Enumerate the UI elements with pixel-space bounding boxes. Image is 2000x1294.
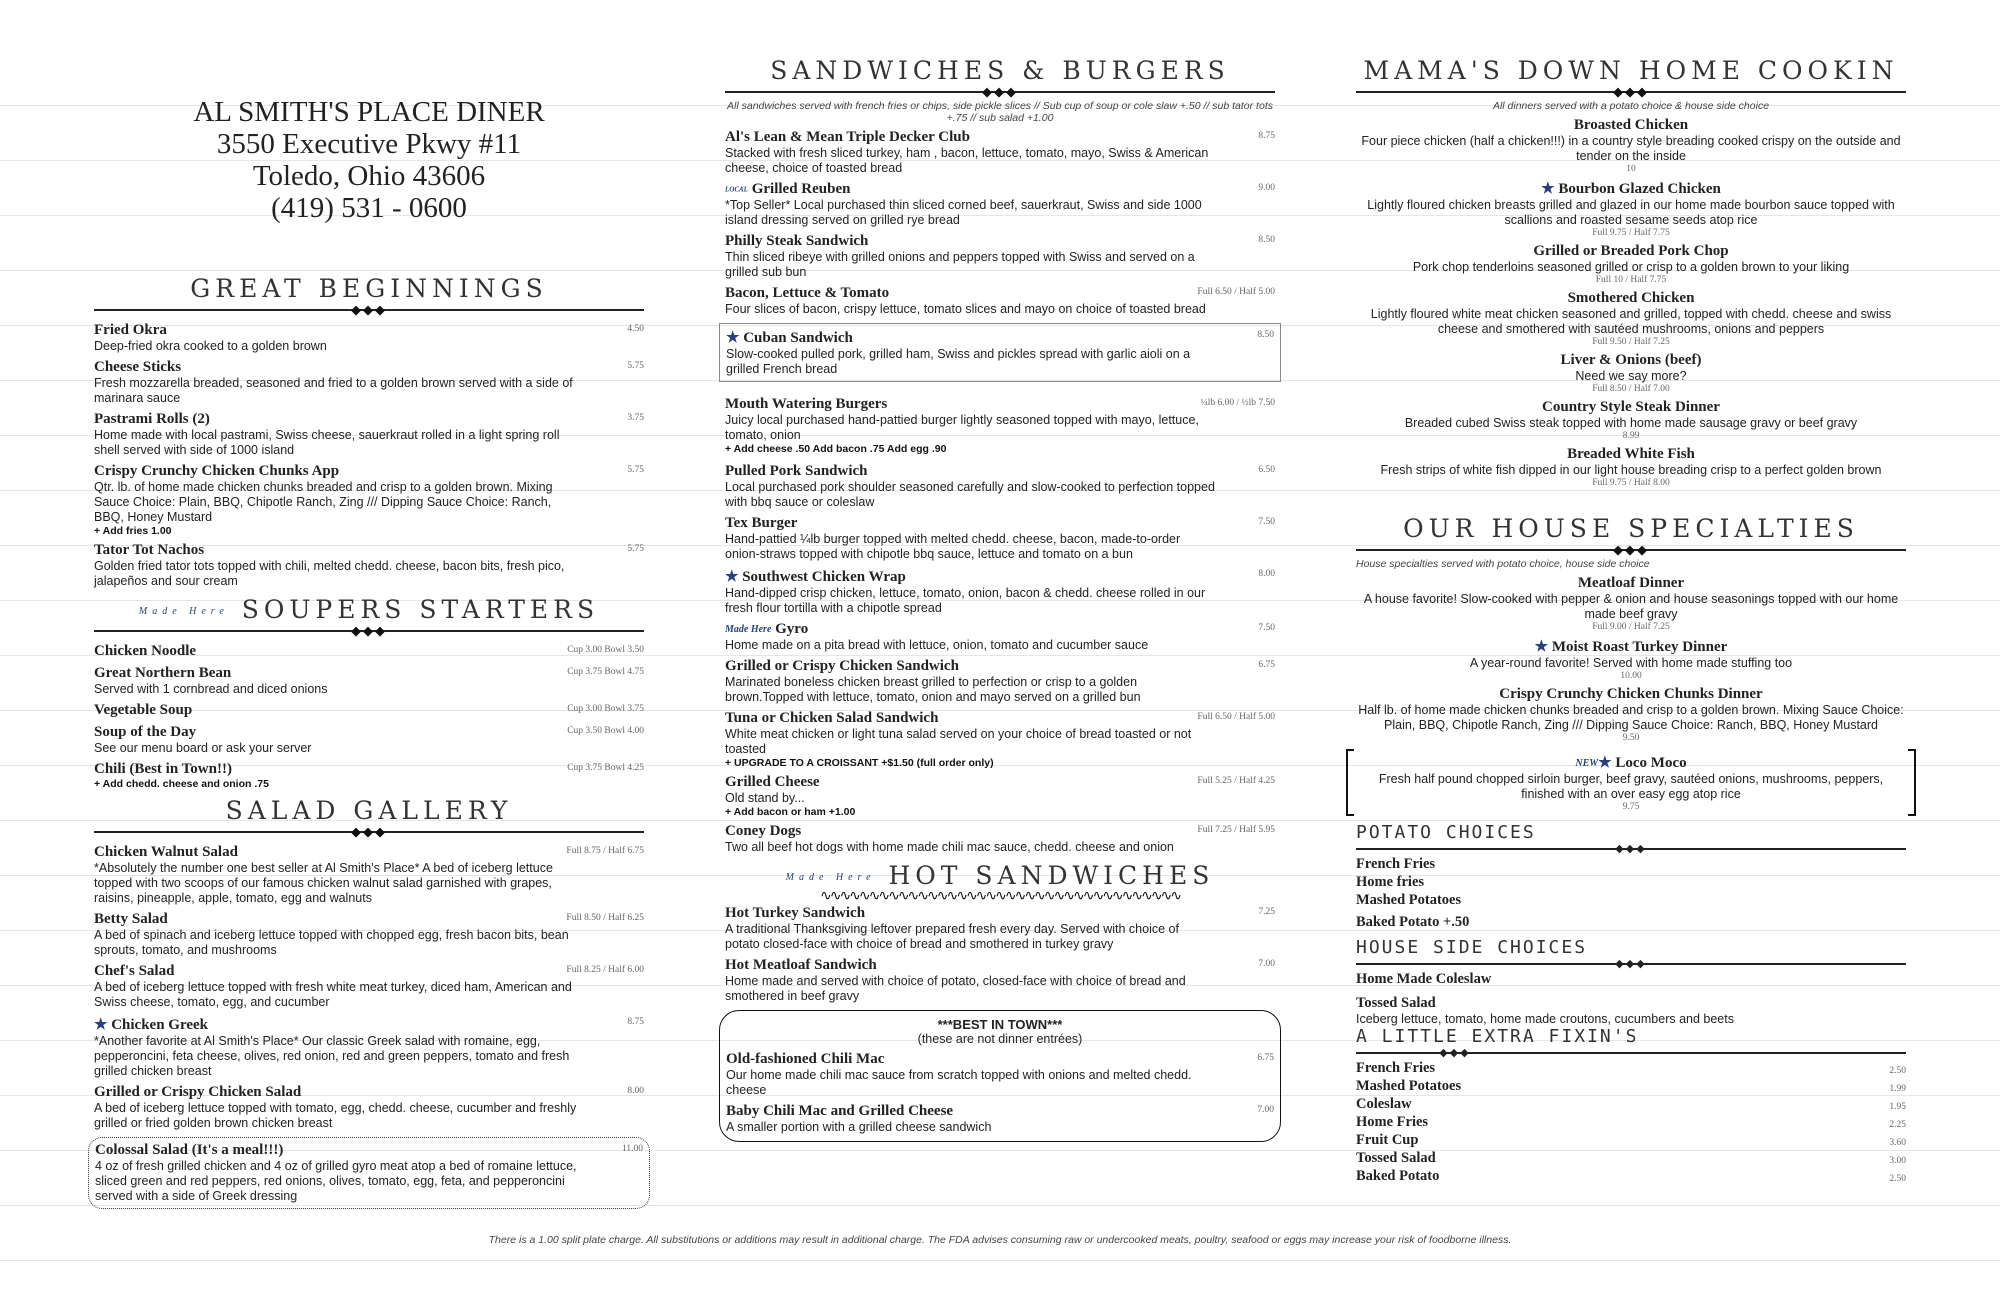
item-name: Vegetable Soup (94, 702, 193, 718)
item-name: Old-fashioned Chili Mac (726, 1051, 885, 1067)
section-divider (1356, 843, 1906, 855)
section-divider (1356, 958, 1906, 970)
item-extra: + UPGRADE TO A CROISSANT +$1.50 (full order only) (725, 757, 994, 769)
restaurant-name: AL SMITH'S PLACE DINER (193, 96, 545, 128)
item-price: 7.00 (1258, 959, 1275, 969)
item-description: White meat chicken or light tuna salad served on your choice of bread toasted or not toasted (725, 727, 1192, 756)
item-description: Breaded cubed Swiss steak topped with home made sausage gravy or beef gravy (1404, 416, 1858, 430)
menu-item (725, 658, 1275, 705)
fixin-item (1356, 1077, 1906, 1095)
item-description: *Absolutely the number one best seller at Al Smith's Place* A bed of iceberg lettuce topped with two scoops of our famous chicken walnut salad garnished with grapes, raisins, pineapple, apple, tomato, egg and walnuts (94, 861, 553, 905)
item-name: Tex Burger (725, 515, 798, 531)
house-specialties-title: OUR HOUSE SPECIALTIES (1403, 514, 1859, 543)
restaurant-header (94, 96, 644, 224)
item-name: LOCAL Grilled Reuben (725, 181, 851, 197)
menu-item (725, 515, 1275, 562)
item-price: Cup 3.75 Bowl 4.25 (567, 763, 644, 773)
item-name: Crispy Crunchy Chicken Chunks Dinner (1499, 686, 1763, 702)
star-icon: ★ (94, 1017, 108, 1033)
menu-item (725, 285, 1275, 317)
item-name: Pastrami Rolls (2) (94, 411, 210, 427)
house-list (1356, 575, 1906, 743)
item-name: ★ Bourbon Glazed Chicken (1541, 181, 1721, 197)
item-description: Home made with local pastrami, Swiss cheese, sauerkraut rolled in a light spring roll shell served with side of 1000 island (94, 428, 560, 457)
soupers-title-text: SOUPERS STARTERS (241, 595, 600, 624)
fixin-name: Home Fries (1356, 1114, 1429, 1130)
sandwiches-note: All sandwiches served with french fries or chips, side pickle slices // Sub cup of soup or cole slaw +.50 // sub tator tots +.75 // sub salad +1.00 (727, 100, 1273, 124)
item-price: Full 5.25 / Half 4.25 (1197, 776, 1275, 786)
section-divider (1356, 1047, 1906, 1059)
item-description: A bed of iceberg lettuce topped with fresh white meat turkey, diced ham, American and Swiss cheese, tomato, egg, and cucumber (94, 980, 572, 1009)
right-column (1356, 48, 1906, 1185)
item-price: 9.50 (1622, 733, 1640, 743)
item-price: 7.50 (1258, 517, 1275, 527)
item-description: Fresh mozzarella breaded, seasoned and fried to a golden brown served with a side of marinara sauce (94, 376, 573, 405)
menu-item (94, 702, 644, 719)
menu-item (94, 963, 644, 1010)
coleslaw-option: Home Made Coleslaw (1356, 971, 1492, 987)
item-description: A house favorite! Slow-cooked with pepper & onion and house seasonings topped with our home made beef gravy (1363, 592, 1899, 621)
diamond-ornament-icon: ◆◆◆ (1613, 84, 1649, 99)
potato-option: Mashed Potatoes (1356, 892, 1462, 908)
item-description: Four piece chicken (half a chicken!!!) in a country style breading cooked crispy on the outside and tender on the inside (1361, 134, 1901, 163)
potato-option: Home fries (1356, 874, 1425, 890)
item-description: *Top Seller* Local purchased thin sliced corned beef, sauerkraut, Swiss and side 1000 island dressing served on grilled rye bread (725, 198, 1202, 227)
menu-item (1356, 243, 1906, 285)
item-name: ★ Moist Roast Turkey Dinner (1534, 639, 1728, 655)
item-price: 8.75 (1258, 131, 1275, 141)
item-name: ★ Cuban Sandwich (726, 330, 853, 346)
fixin-name: Coleslaw (1356, 1096, 1412, 1112)
item-name: Grilled or Crispy Chicken Salad (94, 1084, 302, 1100)
menu-item (94, 724, 644, 756)
diamond-ornament-icon: ◆◆◆ (351, 824, 387, 839)
item-name: ★ Chicken Greek (94, 1017, 209, 1033)
fixin-price: 3.60 (1889, 1138, 1906, 1148)
item-name: Meatloaf Dinner (1577, 575, 1685, 591)
item-description: Juicy local purchased hand-pattied burger lightly seasoned topped with mayo, lettuce, tomato, onion (725, 413, 1199, 442)
item-name: Smothered Chicken (1567, 290, 1695, 306)
item-description: Stacked with fresh sliced turkey, ham , bacon, lettuce, tomato, mayo, Swiss & American cheese, choice of toasted bread (725, 146, 1209, 175)
star-icon: ★ (726, 330, 740, 346)
item-description: A bed of spinach and iceberg lettuce topped with chopped egg, fresh bacon bits, bean sprouts, tomato, and mushrooms (94, 928, 569, 957)
new-badge: NEW (1575, 758, 1599, 770)
item-price: Full 6.50 / Half 5.00 (1197, 287, 1275, 297)
menu-item (725, 463, 1275, 510)
menu-item (94, 322, 644, 354)
menu-item (94, 463, 644, 537)
best-in-town-subtitle: (these are not dinner entrées) (917, 1032, 1083, 1046)
item-price: 8.75 (627, 1017, 644, 1027)
menu-item (94, 411, 644, 458)
colossal-salad-box (88, 1137, 650, 1209)
star-icon: ★ (1534, 639, 1549, 655)
left-column (94, 96, 644, 1209)
loco-moco-box (1346, 749, 1916, 816)
menu-item (94, 359, 644, 406)
fixin-item (1356, 1059, 1906, 1077)
diamond-ornament-icon: ◆◆◆ (1615, 843, 1647, 855)
item-price: Full 8.50 / Half 7.00 (1592, 384, 1670, 394)
sandwiches-title: SANDWICHES & BURGERS (770, 56, 1230, 85)
section-divider (94, 303, 644, 317)
mamas-note: All dinners served with a potato choice & house side choice (1492, 100, 1770, 112)
item-name: Liver & Onions (beef) (1560, 352, 1702, 368)
item-description: *Another favorite at Al Smith's Place* Our classic Greek salad with romaine, egg, pepperoncini, feta cheese, olives, red onion, red and green peppers, tomato and fresh grilled chicken breast (94, 1034, 570, 1078)
item-description: Qtr. lb. of home made chicken chunks breaded and crisp to a golden brown. Mixing Sauce Choice: Plain, BBQ, Chipotle Ranch, Zing /// Dipping Sauce Choice: Ranch, BBQ, Honey Mustard (94, 480, 553, 524)
item-description: Golden fried tator tots topped with chili, melted chedd. cheese, bacon bits, fresh pico, jalapeños and sour cream (94, 559, 565, 588)
item-name: Baby Chili Mac and Grilled Cheese (726, 1103, 954, 1119)
item-price: 8.00 (1258, 569, 1275, 579)
item-description: Hand-pattied ¼lb burger topped with melted chedd. cheese, bacon, made-to-order onion-straws topped with chipotle bbq sauce, lettuce and tomato on a bun (725, 532, 1181, 561)
menu-item (726, 1103, 1274, 1135)
menu-item (1356, 637, 1906, 681)
sandwiches-list-2 (725, 463, 1275, 855)
item-price: Full 7.25 / Half 5.95 (1197, 825, 1275, 835)
soupers-list (94, 643, 644, 790)
made-here-badge: Made Here (725, 624, 772, 636)
menu-item (1356, 290, 1906, 347)
menu-item (94, 1084, 644, 1131)
best-in-town-list (726, 1051, 1274, 1135)
item-description: Old stand by... (725, 791, 805, 805)
house-note: House specialties served with potato choice, house side choice (1356, 558, 1650, 570)
item-name: Crispy Crunchy Chicken Chunks App (94, 463, 340, 479)
item-price: Full 6.50 / Half 5.00 (1197, 712, 1275, 722)
hot-sandwiches-list (725, 905, 1275, 1004)
star-icon: ★ (725, 569, 739, 585)
item-name: Cheese Sticks (94, 359, 182, 375)
fixin-name: Baked Potato (1356, 1168, 1440, 1184)
item-name: Hot Meatloaf Sandwich (725, 957, 877, 973)
section-divider (725, 85, 1275, 99)
menu-item (1356, 179, 1906, 238)
item-price: Cup 3.00 Bowl 3.50 (567, 645, 644, 655)
item-description: Lightly floured white meat chicken seasoned and grilled, topped with chedd. cheese and swiss cheese and smothered with sautéed mushrooms, onions and peppers (1370, 307, 1892, 336)
item-description: See our menu board or ask your server (94, 741, 312, 755)
menu-item (725, 905, 1275, 952)
menu-item (94, 761, 644, 790)
tossed-salad-desc: Iceberg lettuce, tomato, home made croutons, cucumbers and beets (1356, 1012, 1734, 1026)
item-description: Lightly floured chicken breasts grilled and glazed in our home made bourbon sauce topped with scallions and roasted sesame seeds atop rice (1367, 198, 1895, 227)
mamas-title: MAMA'S DOWN HOME COOKIN (1363, 56, 1899, 85)
fixin-item (1356, 1095, 1906, 1113)
great-beginnings-title: GREAT BEGINNINGS (190, 274, 548, 303)
menu-item (1356, 575, 1906, 632)
item-price: ¼lb 6.00 / ½lb 7.50 (1200, 398, 1275, 408)
item-name: Tator Tot Nachos (94, 542, 205, 558)
item-name: Soup of the Day (94, 724, 197, 740)
potato-option: French Fries (1356, 856, 1436, 872)
item-price: Full 9.75 / Half 7.75 (1592, 228, 1670, 238)
item-description: 4 oz of fresh grilled chicken and 4 oz of grilled gyro meat atop a bed of romaine lettuce, sliced green and red peppers, red onions, olives, tomato, egg, feta, and pepperoncini served with a side of Greek dressing (95, 1159, 577, 1203)
hot-sandwiches-title: Made Here HOT SANDWICHES (785, 861, 1215, 890)
item-description: A traditional Thanksgiving leftover prepared fresh every day. Served with choice of potato closed-face with choice of bread and smothered in turkey gravy (725, 922, 1179, 951)
section-divider (94, 825, 644, 839)
salad-list (94, 844, 644, 1131)
menu-item (1356, 117, 1906, 174)
item-name: Chicken Walnut Salad (94, 844, 238, 860)
item-name: Tuna or Chicken Salad Sandwich (725, 710, 939, 726)
fixin-price: 1.99 (1889, 1084, 1906, 1094)
item-price: 5.75 (627, 465, 644, 475)
item-name: Mouth Watering Burgers (725, 396, 888, 412)
item-name: Chicken Noodle (94, 643, 197, 659)
fixin-name: Fruit Cup (1356, 1132, 1419, 1148)
item-name: Hot Turkey Sandwich (725, 905, 866, 921)
item-price: 6.75 (1257, 1053, 1274, 1063)
item-name: Country Style Steak Dinner (1542, 399, 1720, 415)
item-price: 4.50 (627, 324, 644, 334)
item-description: Home made and served with choice of potato, closed-face with choice of bread and smothered in beef gravy (725, 974, 1186, 1003)
best-in-town-title: ***BEST IN TOWN*** (937, 1017, 1063, 1032)
item-description: Thin sliced ribeye with grilled onions and peppers topped with Swiss and served on a grilled sub bun (725, 250, 1195, 279)
menu-item (726, 1051, 1274, 1098)
item-extra: + Add cheese .50 Add bacon .75 Add egg .90 (725, 443, 947, 455)
fixin-price: 2.50 (1889, 1174, 1906, 1184)
footer-disclaimer: There is a 1.00 split plate charge. All substitutions or additions may result in additional charge. The FDA advises consuming raw or undercooked meats, poultry, seafood or eggs may increase your risk of foodborne illness. (488, 1234, 1512, 1246)
menu-item (725, 957, 1275, 1004)
item-extra: + Add fries 1.00 (94, 525, 172, 537)
fixin-name: Mashed Potatoes (1356, 1078, 1462, 1094)
item-price: 11.00 (621, 1144, 643, 1154)
menu-item (1356, 446, 1906, 488)
item-name: Fried Okra (94, 322, 167, 338)
item-price: Full 9.50 / Half 7.25 (1592, 337, 1670, 347)
menu-item (94, 911, 644, 958)
item-name: ★ Southwest Chicken Wrap (725, 569, 906, 585)
menu-item (94, 643, 644, 660)
diamond-ornament-icon: ◆◆◆ (1439, 1047, 1471, 1059)
baked-potato-option: Baked Potato +.50 (1356, 914, 1470, 930)
item-description: Served with 1 cornbread and diced onions (94, 682, 328, 696)
tossed-salad-option: Tossed Salad (1356, 995, 1436, 1011)
cuban-sandwich-box (719, 323, 1281, 382)
item-price: Full 8.25 / Half 6.00 (566, 965, 644, 975)
item-name: Betty Salad (94, 911, 168, 927)
item-description: Slow-cooked pulled pork, grilled ham, Swiss and pickles spread with garlic aioli on a grilled French bread (726, 347, 1191, 376)
menu-item (1356, 352, 1906, 394)
potato-list (1356, 855, 1906, 909)
item-price: 7.25 (1258, 907, 1275, 917)
house-side-title: HOUSE SIDE CHOICES (1356, 937, 1588, 958)
item-name: Grilled or Crispy Chicken Sandwich (725, 658, 959, 674)
item-price: Full 8.50 / Half 6.25 (566, 913, 644, 923)
item-name: Grilled or Breaded Pork Chop (1533, 243, 1729, 259)
item-price: 8.00 (627, 1086, 644, 1096)
menu-item (94, 665, 644, 697)
fixin-item (1356, 1131, 1906, 1149)
item-name: Made Here Gyro (725, 621, 809, 637)
local-badge-icon: LOCAL (725, 185, 748, 194)
middle-column (725, 48, 1275, 1148)
restaurant-address: 3550 Executive Pkwy #11 (216, 128, 522, 160)
item-description: Our home made chili mac sauce from scratch topped with onions and melted chedd. cheese (726, 1068, 1192, 1097)
item-price: 9.75 (1622, 802, 1640, 812)
item-price: 8.50 (1257, 330, 1274, 340)
item-description: A year-round favorite! Served with home made stuffing too (1469, 656, 1793, 670)
fixin-item (1356, 1149, 1906, 1167)
made-here-badge: Made Here (138, 606, 229, 617)
menu-item (725, 233, 1275, 280)
item-price: 9.00 (1258, 183, 1275, 193)
soupers-title (94, 595, 644, 624)
item-price: Full 9.00 / Half 7.25 (1592, 622, 1670, 632)
diamond-ornament-icon: ◆◆◆ (351, 623, 387, 638)
item-price: Cup 3.50 Bowl 4.00 (567, 726, 644, 736)
item-price: Full 9.75 / Half 8.00 (1592, 478, 1670, 488)
item-price: Cup 3.75 Bowl 4.75 (567, 667, 644, 677)
item-price: 10 (1626, 164, 1636, 174)
diamond-ornament-icon: ◆◆◆ (1615, 958, 1647, 970)
item-description: Pork chop tenderloins seasoned grilled or crisp to a golden brown to your liking (1412, 260, 1850, 274)
fixin-item (1356, 1167, 1906, 1185)
item-name: Broasted Chicken (1573, 117, 1689, 133)
menu-item (725, 621, 1275, 653)
item-extra: + Add bacon or ham +1.00 (725, 806, 856, 818)
item-description: Deep-fried okra cooked to a golden brown (94, 339, 327, 353)
item-description: Local purchased pork shoulder seasoned carefully and slow-cooked to perfection topped with bbq sauce or coleslaw (725, 480, 1215, 509)
item-price: 10.00 (1620, 671, 1642, 681)
item-name: Great Northern Bean (94, 665, 232, 681)
diamond-ornament-icon: ◆◆◆ (351, 302, 387, 317)
made-here-badge: Made Here (785, 872, 876, 883)
menu-item (94, 542, 644, 589)
section-divider (94, 624, 644, 638)
fixin-price: 3.00 (1889, 1156, 1906, 1166)
burgers-item (725, 396, 1275, 455)
fixin-name: Tossed Salad (1356, 1150, 1436, 1166)
item-description: Fresh half pound chopped sirloin burger, beef gravy, sautéed onions, mushrooms, peppers, finished with an over easy egg atop rice (1378, 772, 1884, 801)
item-extra: + Add chedd. cheese and onion .75 (94, 778, 269, 790)
fixins-list (1356, 1059, 1906, 1185)
item-price: 7.50 (1258, 623, 1275, 633)
fixin-price: 2.25 (1889, 1120, 1906, 1130)
item-price: 5.75 (627, 361, 644, 371)
menu-item (725, 774, 1275, 818)
item-price: 6.75 (1258, 660, 1275, 670)
item-name: Coney Dogs (725, 823, 802, 839)
item-price: 6.50 (1258, 465, 1275, 475)
item-price: 5.75 (627, 544, 644, 554)
section-divider (1356, 543, 1906, 557)
menu-item (94, 1015, 644, 1079)
section-divider (1356, 85, 1906, 99)
item-price: Full 10 / Half 7.75 (1595, 275, 1667, 285)
item-description: Fresh strips of white fish dipped in our light house breading crisp to a perfect golden brown (1380, 463, 1882, 477)
item-description: Two all beef hot dogs with home made chili mac sauce, chedd. cheese and onion (725, 840, 1174, 854)
item-name: Chef's Salad (94, 963, 175, 979)
best-in-town-box (719, 1010, 1281, 1142)
menu-item (1356, 686, 1906, 743)
diamond-ornament-icon: ◆◆◆ (982, 84, 1018, 99)
item-description: Need we say more? (1575, 369, 1687, 383)
great-beginnings-list (94, 322, 644, 589)
item-name: Al's Lean & Mean Triple Decker Club (725, 129, 970, 145)
salad-gallery-title: SALAD GALLERY (225, 796, 513, 825)
item-name: Colossal Salad (It's a meal!!!) (95, 1142, 284, 1158)
item-price: Full 8.75 / Half 6.75 (566, 846, 644, 856)
item-name: Philly Steak Sandwich (725, 233, 869, 249)
restaurant-phone: (419) 531 - 0600 (271, 192, 467, 224)
menu-item (94, 844, 644, 906)
item-description: Hand-dipped crisp chicken, lettuce, tomato, onion, bacon & chedd. cheese rolled in our fresh flour tortilla with a chipotle spread (725, 586, 1206, 615)
item-name: Chili (Best in Town!!) (94, 761, 232, 777)
item-price: 8.50 (1258, 235, 1275, 245)
item-description: Home made on a pita bread with lettuce, onion, tomato and cucumber sauce (725, 638, 1149, 652)
item-description: A smaller portion with a grilled cheese sandwich (726, 1120, 992, 1134)
item-name: Bacon, Lettuce & Tomato (725, 285, 890, 301)
item-description: Four slices of bacon, crispy lettuce, tomato slices and mayo on choice of toasted bread (725, 302, 1206, 316)
fixin-item (1356, 1113, 1906, 1131)
menu-item (1356, 399, 1906, 441)
item-price: 7.00 (1257, 1105, 1274, 1115)
fixins-title: A LITTLE EXTRA FIXIN'S (1356, 1026, 1639, 1047)
menu-item (725, 823, 1275, 855)
mamas-list (1356, 117, 1906, 488)
menu-item (725, 181, 1275, 228)
star-icon: ★ (1598, 755, 1612, 771)
item-name: Breaded White Fish (1567, 446, 1695, 462)
sandwiches-list (725, 129, 1275, 317)
item-price: Cup 3.00 Bowl 3.75 (567, 704, 644, 714)
item-name: Grilled Cheese (725, 774, 820, 790)
fixin-price: 2.50 (1889, 1066, 1906, 1076)
diamond-ornament-icon: ◆◆◆ (1613, 542, 1649, 557)
item-name: NEW★ Loco Moco (1575, 755, 1687, 771)
item-description: A bed of iceberg lettuce topped with tomato, egg, chedd. cheese, cucumber and freshly grilled or fried golden brown chicken breast (94, 1101, 577, 1130)
menu-item (725, 710, 1275, 769)
wave-divider: ∿∿∿∿∿∿∿∿∿∿∿∿∿∿∿∿∿∿∿∿∿∿∿∿∿∿∿∿∿∿∿∿∿∿∿∿∿ (819, 887, 1181, 903)
restaurant-city: Toledo, Ohio 43606 (252, 160, 486, 192)
menu-item (725, 129, 1275, 176)
item-price: 3.75 (627, 413, 644, 423)
fixin-name: French Fries (1356, 1060, 1436, 1076)
item-name: Pulled Pork Sandwich (725, 463, 868, 479)
item-description: Half lb. of home made chicken chunks breaded and crisp to a golden brown. Mixing Sauce Choice: Plain, BBQ, Chipotle Ranch, Zing /// Dipping Sauce Choice: Ranch, BBQ, Honey Mustard (1358, 703, 1904, 732)
item-price: 8.99 (1622, 431, 1640, 441)
fixin-price: 1.95 (1889, 1102, 1906, 1112)
menu-item (725, 567, 1275, 616)
item-description: Marinated boneless chicken breast grilled to perfection or crisp to a golden brown.Topped with lettuce, tomato, onion and mayo served on a grilled bun (725, 675, 1141, 704)
potato-choices-title: POTATO CHOICES (1356, 822, 1536, 843)
star-icon: ★ (1541, 181, 1555, 197)
